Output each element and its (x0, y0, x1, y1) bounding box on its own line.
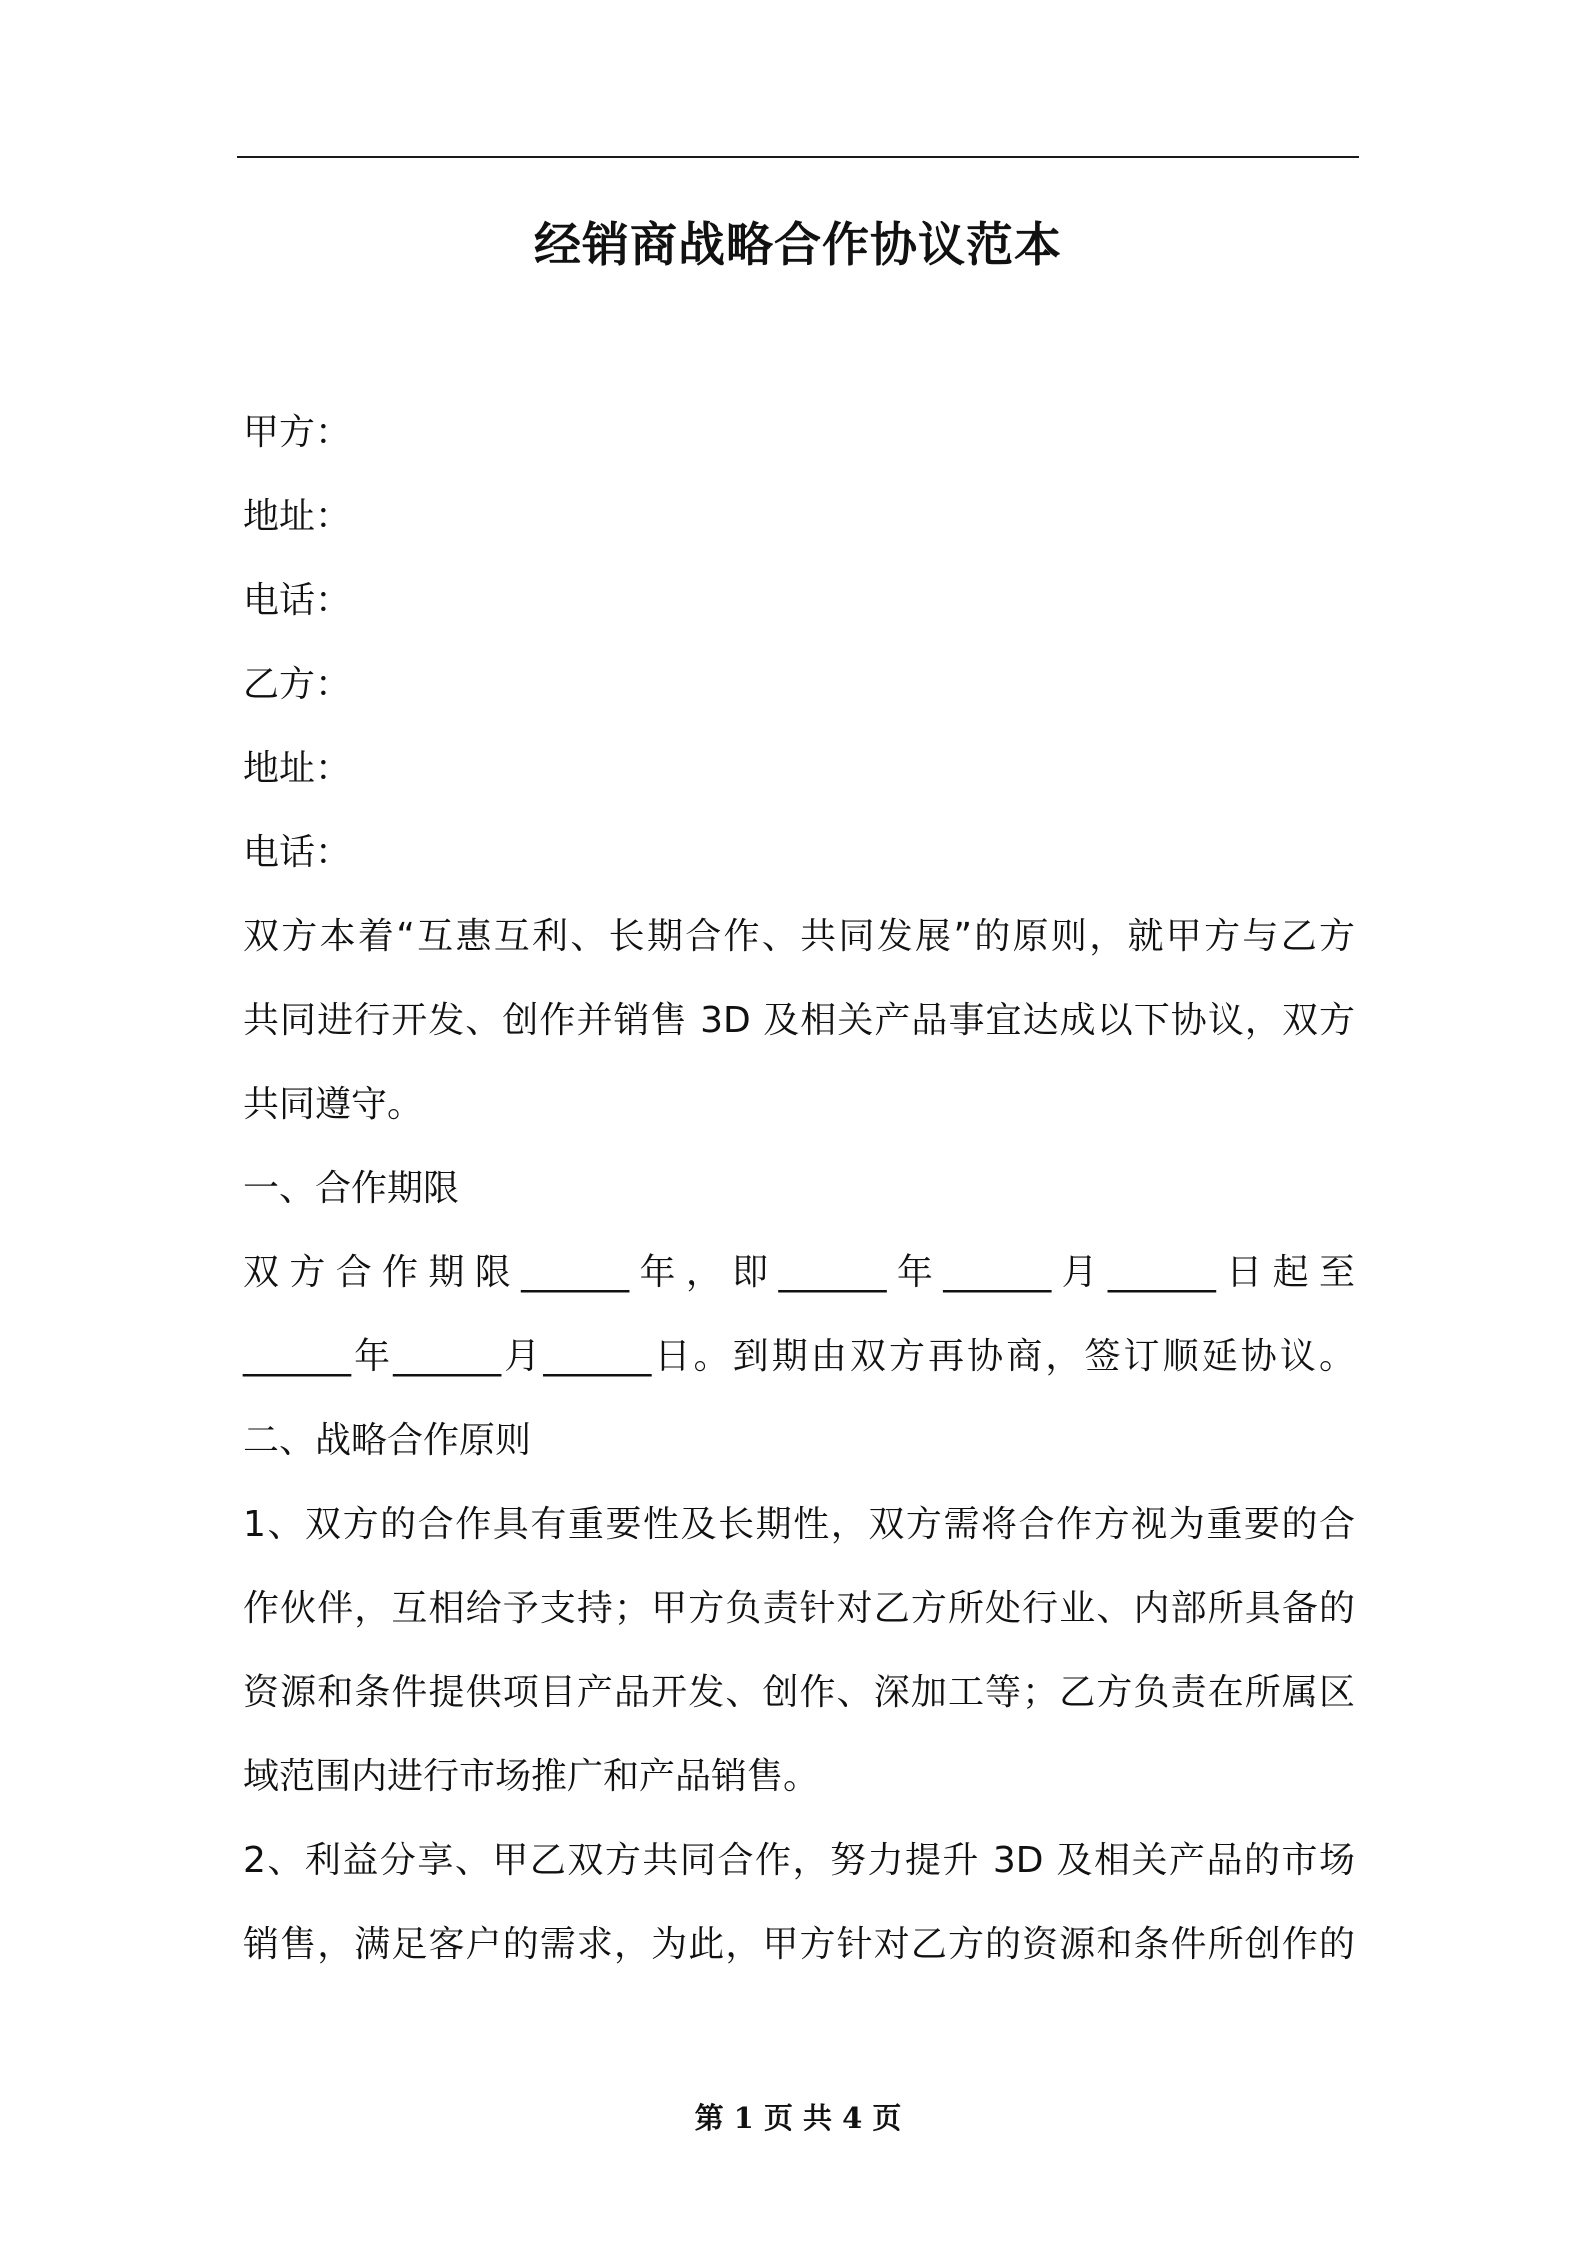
principle-2-line-1: 2、利益分享、甲乙双方共同合作，努力提升 3D 及相关产品的市场 (243, 1840, 1355, 1881)
term-line-2: ______年______月______日。到期由双方再协商，签订顺延协议。 (243, 1336, 1355, 1377)
section-heading-term: 一、合作期限 (243, 1168, 460, 1209)
principle-1-line-2: 作伙伴，互相给予支持；甲方负责针对乙方所处行业、内部所具备的 (243, 1588, 1355, 1629)
page-number-footer: 第 1 页 共 4 页 (694, 2101, 902, 2135)
party-a-label: 甲方： (243, 412, 352, 453)
party-a-phone-label: 电话： (243, 580, 352, 621)
principle-1-line-3: 资源和条件提供项目产品开发、创作、深加工等；乙方负责在所属区 (243, 1672, 1355, 1713)
term-line-1: 双方合作期限______年，即______年______月______日起至 (243, 1252, 1355, 1293)
preamble-line-3: 共同遵守。 (243, 1084, 424, 1125)
principle-1-line-1: 1、双方的合作具有重要性及长期性，双方需将合作方视为重要的合 (243, 1504, 1355, 1545)
preamble-line-2: 共同进行开发、创作并销售 3D 及相关产品事宜达成以下协议，双方 (243, 1000, 1355, 1041)
principle-1-line-4: 域范围内进行市场推广和产品销售。 (243, 1756, 820, 1797)
document-title: 经销商战略合作协议范本 (534, 218, 1062, 273)
party-b-label: 乙方： (243, 664, 352, 705)
party-b-address-label: 地址： (243, 748, 352, 789)
section-heading-principles: 二、战略合作原则 (243, 1420, 532, 1461)
party-b-phone-label: 电话： (243, 832, 352, 873)
preamble-line-1: 双方本着“互惠互利、长期合作、共同发展”的原则，就甲方与乙方 (243, 916, 1355, 957)
party-a-address-label: 地址： (243, 496, 352, 537)
principle-2-line-2: 销售，满足客户的需求，为此，甲方针对乙方的资源和条件所创作的 (243, 1924, 1355, 1965)
header-rule (237, 156, 1359, 158)
